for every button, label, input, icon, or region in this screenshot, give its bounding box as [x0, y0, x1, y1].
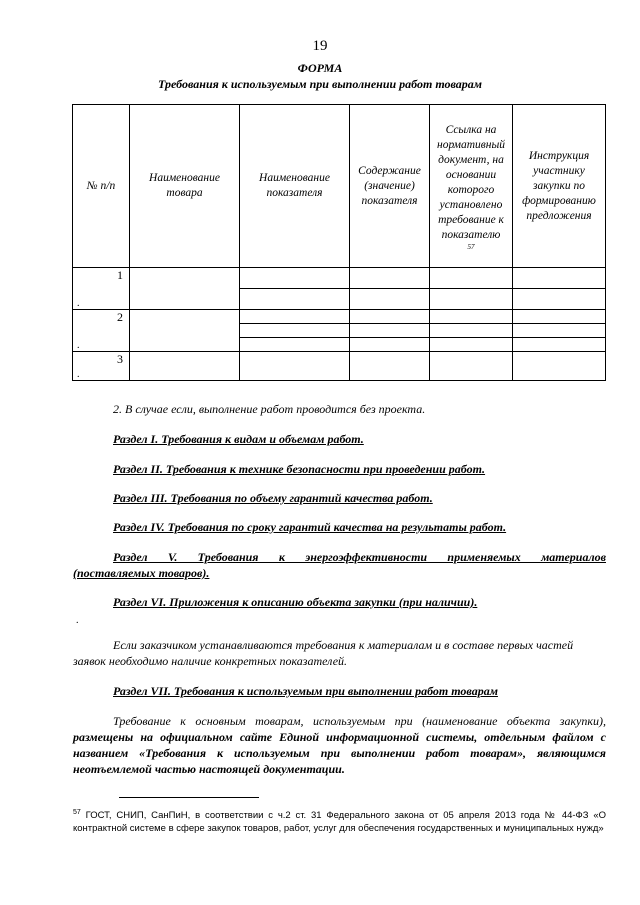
- requirement-text-plain: Требование к основным товарам, используемым при (наименование объекта закупки),: [113, 714, 606, 728]
- footnote-number: 57: [73, 809, 81, 816]
- section-4-heading: Раздел IV. Требования по сроку гарантий качества на результаты работ.: [113, 520, 507, 534]
- table-header-row: [73, 105, 606, 268]
- table-cell: [513, 310, 606, 324]
- row-number: 2: [117, 310, 123, 324]
- row-dot: .: [77, 298, 80, 309]
- table-cell: [350, 310, 430, 324]
- section-7-heading: Раздел VII. Требования к используемым при выполнении работ товарам: [113, 684, 498, 698]
- table-cell: [430, 310, 513, 324]
- table-cell: [130, 310, 240, 352]
- section-1-heading: Раздел I. Требования к видам и объемам работ.: [113, 432, 364, 446]
- table-cell: [350, 268, 430, 289]
- table-cell: [430, 352, 513, 381]
- requirement-paragraph: [73, 713, 606, 777]
- table-cell: [240, 324, 350, 338]
- header-normative-link-text: Ссылка на нормативный документ, на основании которого установлено требование к показателю: [436, 123, 505, 241]
- table-cell: [430, 289, 513, 310]
- paragraph-case-2: 2. В случае если, выполнение работ проводится без проекта.: [113, 402, 426, 416]
- table-cell: [513, 338, 606, 352]
- stray-dot: .: [76, 615, 79, 626]
- row-number: 3: [117, 352, 123, 366]
- table-cell: [240, 338, 350, 352]
- row-number-cell: [73, 310, 130, 352]
- header-normative-link: [430, 105, 513, 268]
- table-cell: [350, 324, 430, 338]
- section-6-heading: Раздел VI. Приложения к описанию объекта закупки (при наличии).: [113, 595, 478, 609]
- row-number-cell: [73, 352, 130, 381]
- table-cell: [350, 289, 430, 310]
- header-indicator-name: Наименование показателя: [240, 105, 350, 268]
- row-number: 1: [117, 268, 123, 282]
- requirements-table: [72, 104, 606, 381]
- header-number: № п/п: [73, 105, 130, 268]
- header-instruction: Инструкция участнику закупки по формированию предложения: [513, 105, 606, 268]
- table-cell: [240, 289, 350, 310]
- form-subtitle: Требования к используемым при выполнении работ товарам: [157, 77, 483, 91]
- section-3-heading: Раздел III. Требования по объему гарантий качества работ.: [113, 491, 433, 505]
- table-cell: [430, 268, 513, 289]
- footnote-ref: 57: [467, 242, 475, 251]
- table-cell: [240, 310, 350, 324]
- table-row: [73, 352, 606, 381]
- section-5-heading-line1: Раздел V. Требования к энергоэффективности применяемых материалов: [113, 550, 606, 564]
- table-cell: [240, 268, 350, 289]
- table-cell: [513, 289, 606, 310]
- header-indicator-value: Содержание (значение) показателя: [350, 105, 430, 268]
- section-5-heading-line2: (поставляемых товаров).: [73, 566, 210, 580]
- table-cell: [350, 338, 430, 352]
- row-number-cell: [73, 268, 130, 310]
- table-cell: [430, 324, 513, 338]
- note-line-2: заявок необходимо наличие конкретных показателей.: [73, 654, 348, 668]
- footnote-separator: [119, 797, 259, 798]
- table-row: [73, 268, 606, 289]
- table-cell: [513, 324, 606, 338]
- form-title: ФОРМА: [297, 61, 343, 75]
- row-dot: .: [77, 369, 80, 380]
- table-cell: [513, 268, 606, 289]
- table-cell: [513, 352, 606, 381]
- header-product-name: Наименование товара: [130, 105, 240, 268]
- requirement-text-bold: размещены на официальном сайте Единой информационной системы, отдельным файлом с названием «Требования к используемым при выполнении работ товарам», являющимся неотъемлемой частью настоящей документации.: [73, 730, 606, 776]
- note-line-1: Если заказчиком устанавливаются требования к материалам и в составе первых частей: [113, 638, 574, 652]
- table-cell: [350, 352, 430, 381]
- table-cell: [430, 338, 513, 352]
- table-cell: [240, 352, 350, 381]
- table-cell: [130, 352, 240, 381]
- row-dot: .: [77, 340, 80, 351]
- table-cell: [130, 268, 240, 310]
- section-2-heading: Раздел II. Требования к технике безопасности при проведении работ.: [113, 462, 486, 476]
- page-number: 19: [312, 38, 328, 54]
- footnote: [73, 806, 606, 835]
- table-row: [73, 310, 606, 324]
- footnote-text: ГОСТ, СНИП, СанПиН, в соответствии с ч.2 ст. 31 Федерального закона от 05 апреля 2013 года № 44-ФЗ «О контрактной системе в сфере закупок товаров, работ, услуг для обеспечения государственных и муниципальных нужд»: [73, 810, 607, 835]
